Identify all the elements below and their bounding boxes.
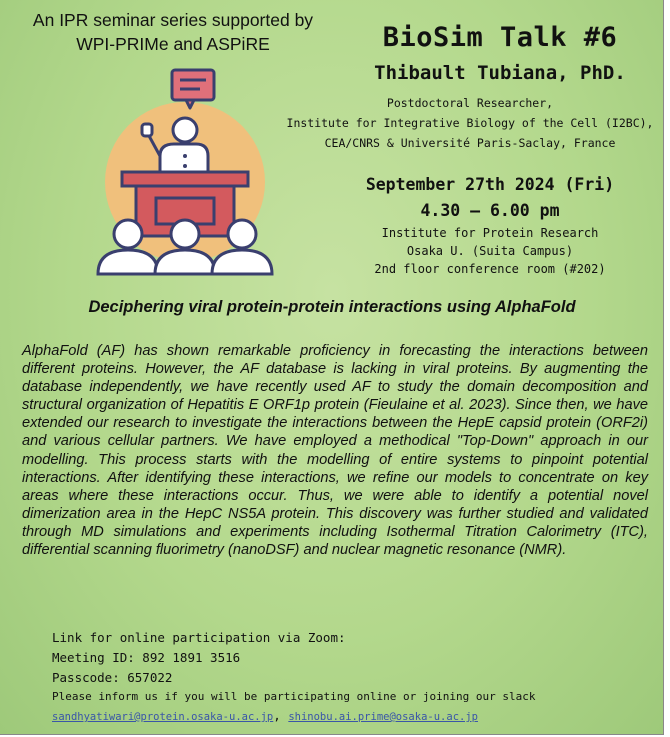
affiliation-line-1: Institute for Integrative Biology of the Cell (I2BC), [286,116,654,130]
zoom-info [52,628,632,727]
talk-time: 4.30 – 6.00 pm [420,201,560,220]
email-separator: , [273,708,281,723]
zoom-passcode: Passcode: 657022 [52,670,173,685]
email-link-shinobu[interactable]: shinobu.ai.prime@osaka-u.ac.jp [288,711,478,723]
series-line-1: An IPR seminar series supported by [32,10,314,30]
speaker-podium-illustration [90,64,280,278]
venue-line-3: 2nd floor conference room (#202) [374,262,606,276]
venue-block [320,224,660,278]
series-line-2: WPI-PRIMe and ASPiRE [76,34,270,54]
zoom-heading: Link for online participation via Zoom: [52,630,346,645]
affiliation-line-2: CEA/CNRS & Université Paris-Saclay, France [324,136,616,150]
venue-line-2: Osaka U. (Suita Campus) [406,244,574,258]
contact-emails [52,706,632,727]
speaker-position: Postdoctoral Researcher, [386,96,554,110]
venue-line-1: Institute for Protein Research [381,226,599,240]
talk-title: Deciphering viral protein-protein interactions using AlphaFold [88,298,576,316]
participation-note: Please inform us if you will be participating online or joining our slack [52,690,536,703]
series-header [8,8,338,56]
talk-number-title: BioSim Talk #6 [382,22,618,53]
speaker-affiliation [280,93,660,153]
audience-icon [98,220,272,274]
talk-date: September 27th 2024 (Fri) [365,175,615,194]
abstract-text: AlphaFold (AF) has shown remarkable proficiency in forecasting the interactions between different proteins. However, the AF database is lacking in viral proteins. By augmenting the database independently, we have recently used AF to study the domain decomposition and structural organization of Hepatitis E ORF1p protein (Fieulaine et al. 2023). Since then, we have extended our research to investigate the interactions between the HepE capsid protein (ORF2i) and various cellular partners. We have employed a methodical "Top-Down" approach in our modelling. This process starts with the modelling of entire systems to pinpoint potential interactions. After identifying these interactions, we refine our models to concentrate on key areas where these interactions occur. Thus, we were able to identify a potential novel dimerization area in the HepC NS5A protein. This discovery was further studied and validated through MD simulations and experiments including Isothermal Titration Calorimetry (ITC), differential scanning fluorimetry (nanoDSF) and nuclear magnetic resonance (NMR). [22,343,648,559]
email-link-sandhya[interactable]: sandhyatiwari@protein.osaka-u.ac.jp [52,711,274,723]
date-time-block [320,172,660,224]
speaker-name: Thibault Tubiana, PhD. [374,62,626,84]
zoom-meeting-id: Meeting ID: 892 1891 3516 [52,650,241,665]
